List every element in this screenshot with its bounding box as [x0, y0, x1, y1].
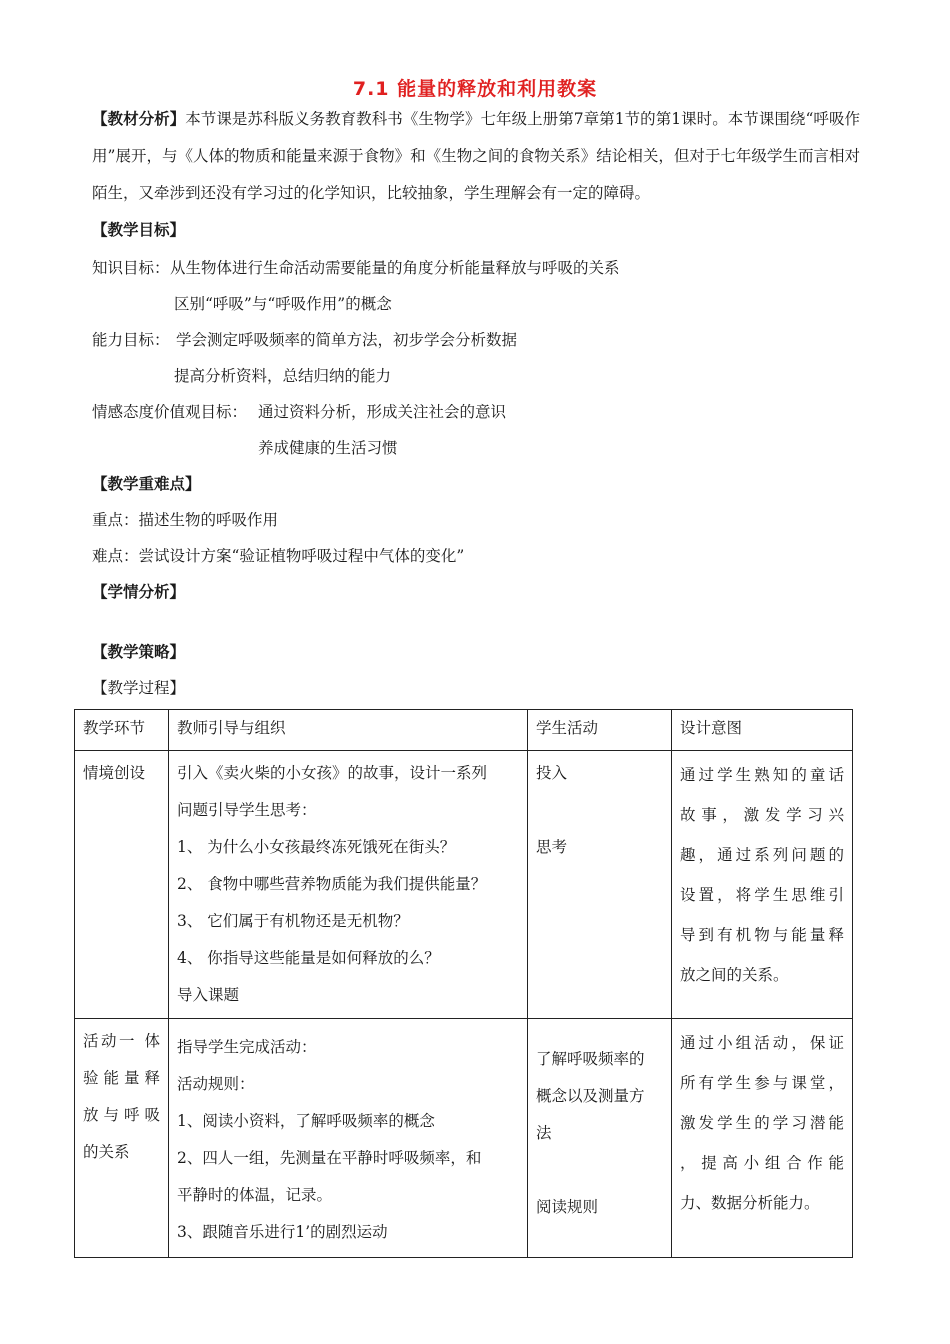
- intent-line: 通过小组活动，保证: [680, 1034, 844, 1052]
- student-line: 概念以及测量方: [536, 1087, 645, 1105]
- intent-line: 通过学生熟知的童话: [680, 766, 844, 784]
- knowledge-goal-1: 从生物体进行生命活动需要能量的角度分析能量释放与呼吸的关系: [170, 259, 620, 277]
- goals-heading: 【教学目标】: [92, 220, 186, 239]
- knowledge-goal-2: 区别“呼吸”与“呼吸作用”的概念: [174, 295, 392, 313]
- ability-goal-2: 提高分析资料，总结归纳的能力: [174, 367, 392, 385]
- table-row: [75, 751, 853, 1019]
- student-line: [536, 792, 663, 829]
- stage-line: 活动一 体: [83, 1032, 160, 1050]
- stage-cell: [75, 751, 169, 1019]
- keypoints-heading: 【教学重难点】: [92, 474, 201, 493]
- student-line: 阅读规则: [536, 1198, 599, 1216]
- student-cell: [528, 1019, 672, 1258]
- emotion-goal-1: 通过资料分析，形成关注社会的意识: [258, 403, 507, 421]
- teacher-line: 3、跟随音乐进行1’的剧烈运动: [177, 1223, 388, 1241]
- column-header: 教师引导与组织: [169, 710, 528, 751]
- difficult-point: 难点：尝试设计方案“验证植物呼吸过程中气体的变化”: [92, 547, 465, 565]
- intent-line: 所有学生参与课堂，: [680, 1074, 844, 1092]
- table-header-row: [75, 710, 853, 751]
- analysis-heading: 【教材分析】: [92, 109, 186, 128]
- stage-line: 情境创设: [83, 764, 146, 782]
- teacher-line: 2、 食物中哪些营养物质能为我们提供能量？: [177, 875, 487, 893]
- teacher-line: 引入《卖火柴的小女孩》的故事，设计一系列: [177, 764, 488, 782]
- student-line: [536, 1152, 663, 1189]
- document-title: 7.1 能量的释放和利用教案: [352, 78, 598, 100]
- knowledge-goal-label: 知识目标：: [92, 259, 170, 277]
- process-heading: 【教学过程】: [92, 679, 186, 697]
- teacher-line: 1、 为什么小女孩最终冻死饿死在街头？: [177, 838, 456, 856]
- intent-line: 趣，通过系列问题的: [680, 846, 844, 864]
- teacher-line: 问题引导学生思考：: [177, 801, 317, 819]
- intent-line: 激发学生的学习潜能: [680, 1114, 844, 1132]
- column-header: 教学环节: [75, 710, 169, 751]
- teacher-line: 导入课题: [177, 986, 240, 1004]
- intent-line: 力、数据分析能力。: [680, 1194, 820, 1212]
- intent-cell: [672, 751, 853, 1019]
- analysis-text: 本节课是苏科版义务教育教科书《生物学》七年级上册第7章第1节的第1课时。本节课围绕“呼吸作用”展开，与《人体的物质和能量来源于食物》和《生物之间的食物关系》结论相关，但对于七年级学生而言相对陌生，又牵涉到还没有学习过的化学知识，比较抽象，学生理解会有一定的障碍。: [92, 110, 860, 202]
- ability-goal-label: 能力目标：: [92, 331, 170, 349]
- teacher-cell: [169, 1019, 528, 1258]
- stage-line: 的关系: [83, 1143, 130, 1161]
- emotion-goal-2: 养成健康的生活习惯: [258, 439, 398, 457]
- analysis-paragraph: [92, 100, 860, 212]
- process-table: [74, 709, 853, 1258]
- student-cell: [528, 751, 672, 1019]
- teacher-line: 平静时的体温，记录。: [177, 1186, 333, 1204]
- teacher-line: 活动规则：: [177, 1075, 255, 1093]
- teacher-cell: [169, 751, 528, 1019]
- student-analysis-heading: 【学情分析】: [92, 582, 186, 601]
- student-line: 了解呼吸频率的: [536, 1050, 645, 1068]
- intent-cell: [672, 1019, 853, 1258]
- intent-line: 故 事 ， 激 发 学 习 兴: [680, 806, 844, 824]
- intent-line: 放之间的关系。: [680, 966, 789, 984]
- intent-line: ， 提 高 小 组 合 作 能: [680, 1154, 844, 1172]
- teacher-line: 1、阅读小资料，了解呼吸频率的概念: [177, 1112, 435, 1130]
- student-line: 法: [536, 1124, 552, 1142]
- teacher-line: 指导学生完成活动：: [177, 1038, 317, 1056]
- student-line: 投入: [536, 764, 568, 782]
- intent-line: 设置，将学生思维引: [680, 886, 844, 904]
- student-line: 思考: [536, 838, 568, 856]
- emotion-goal-label: 情感态度价值观目标：: [92, 403, 248, 421]
- column-header: 学生活动: [528, 710, 672, 751]
- strategy-heading: 【教学策略】: [92, 642, 186, 661]
- key-point: 重点：描述生物的呼吸作用: [92, 511, 279, 529]
- teacher-line: 2、四人一组，先测量在平静时呼吸频率，和: [177, 1149, 482, 1167]
- table-row: [75, 1019, 853, 1258]
- teacher-line: 4、 你指导这些能量是如何释放的么？: [177, 949, 440, 967]
- column-header: 设计意图: [672, 710, 853, 751]
- ability-goal-1: 学会测定呼吸频率的简单方法，初步学会分析数据: [176, 331, 518, 349]
- stage-line: 验能量释: [83, 1069, 160, 1087]
- stage-cell: [75, 1019, 169, 1258]
- stage-line: 放与呼吸: [83, 1106, 160, 1124]
- intent-line: 导到有机物与能量释: [680, 926, 844, 944]
- teacher-line: 3、 它们属于有机物还是无机物？: [177, 912, 409, 930]
